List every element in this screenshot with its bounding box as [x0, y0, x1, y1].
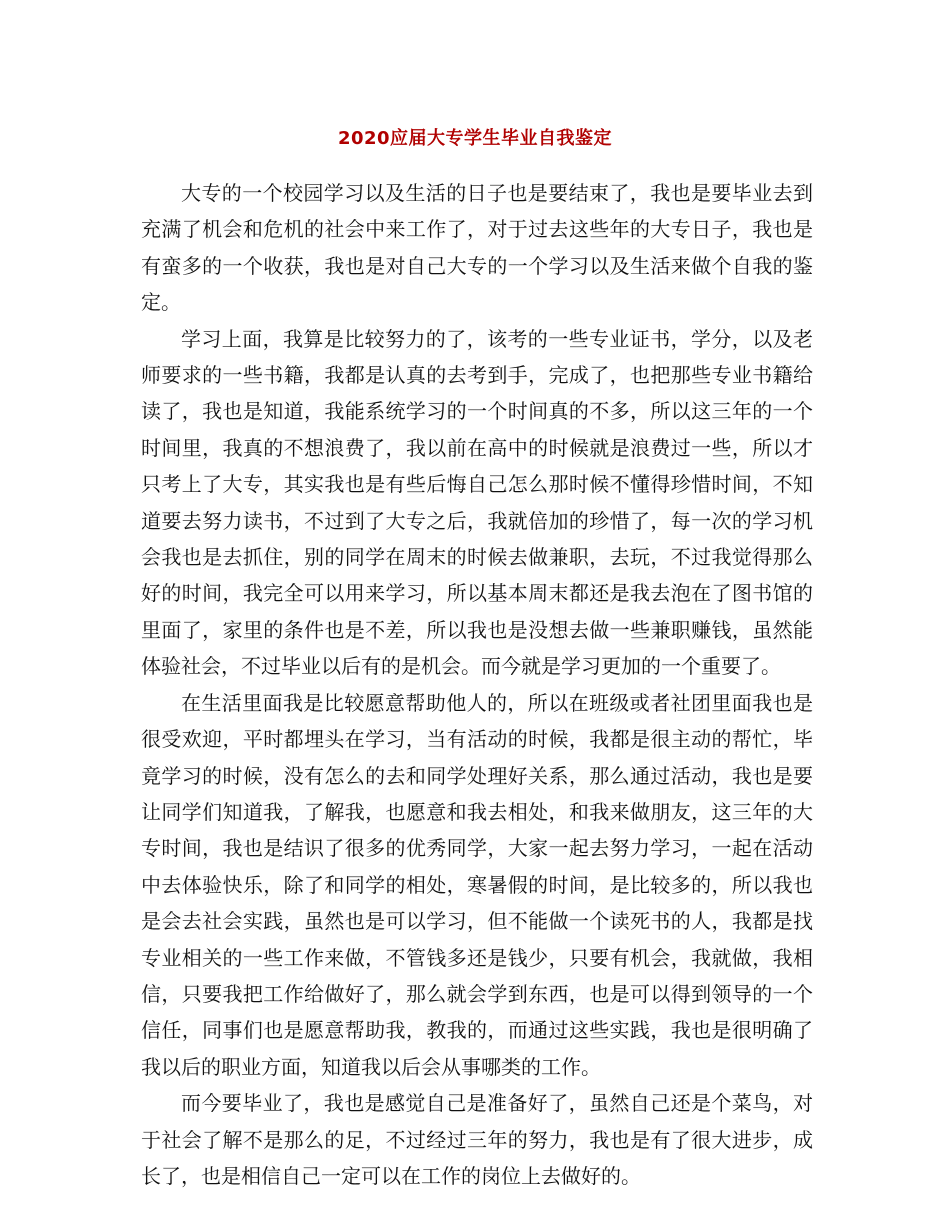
paragraph-life: 在生活里面我是比较愿意帮助他人的，所以在班级或者社团里面我也是很受欢迎，平时都埋头在学习，当有活动的时候，我都是很主动的帮忙，毕竟学习的时候，没有怎么的去和同学处理好关系，那么通过活动，我也是要让同学们知道我，了解我，也愿意和我去相处，和我来做朋友，这三年的大专时间，我也是结识了很多的优秀同学，大家一起去努力学习，一起在活动中去体验快乐，除了和同学的相处，寒暑假的时间，是比较多的，所以我也是会去社会实践，虽然也是可以学习，但不能做一个读死书的人，我都是找专业相关的一些工作来做，不管钱多还是钱少，只要有机会，我就做，我相信，只要我把工作给做好了，那么就会学到东西，也是可以得到领导的一个信任，同事们也是愿意帮助我，教我的，而通过这些实践，我也是很明确了我以后的职业方面，知道我以后会从事哪类的工作。 [141, 690, 813, 1079]
paragraph-intro: 大专的一个校园学习以及生活的日子也是要结束了，我也是要毕业去到充满了机会和危机的社会中来工作了，对于过去这些年的大专日子，我也是有蛮多的一个收获，我也是对自己大专的一个学习以及生活来做个自我的鉴定。 [141, 181, 813, 315]
paragraph-conclusion: 而今要毕业了，我也是感觉自己是准备好了，虽然自己还是个菜鸟，对于社会了解不是那么的足，不过经过三年的努力，我也是有了很大进步，成长了，也是相信自己一定可以在工作的岗位上去做好的。 [141, 1091, 813, 1188]
document-body [141, 175, 813, 1194]
document-title: 2020应届大专学生毕业自我鉴定 [337, 128, 613, 149]
paragraph-study: 学习上面，我算是比较努力的了，该考的一些专业证书，学分，以及老师要求的一些书籍，我都是认真的去考到手，完成了，也把那些专业书籍给读了，我也是知道，我能系统学习的一个时间真的不多，所以这三年的一个时间里，我真的不想浪费了，我以前在高中的时候就是浪费过一些，所以才只考上了大专，其实我也是有些后悔自己怎么那时候不懂得珍惜时间，不知道要去努力读书，不过到了大专之后，我就倍加的珍惜了，每一次的学习机会我也是去抓住，别的同学在周末的时候去做兼职，去玩，不过我觉得那么好的时间，我完全可以用来学习，所以基本周末都还是我去泡在了图书馆的里面了，家里的条件也是不差，所以我也是没想去做一些兼职赚钱，虽然能体验社会，不过毕业以后有的是机会。而今就是学习更加的一个重要了。 [141, 326, 813, 679]
